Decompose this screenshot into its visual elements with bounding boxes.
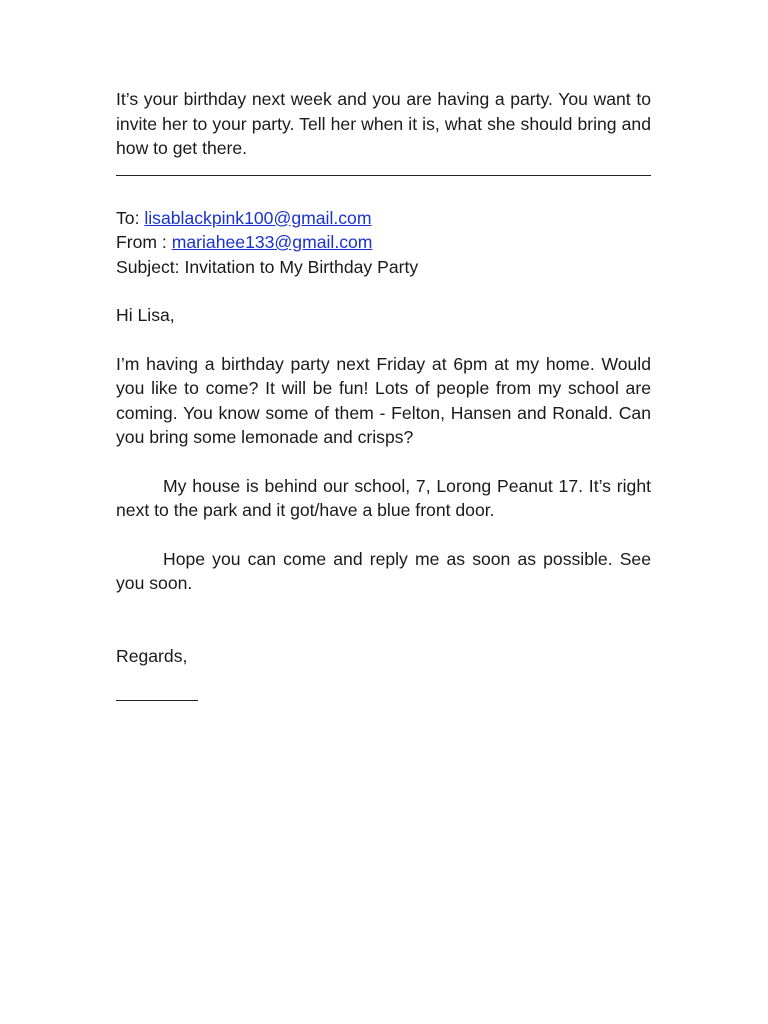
body-paragraph-1: I’m having a birthday party next Friday at 6pm at my home. Would you like to come? It will be fun! Lots of people from my school are coming. You know some of them - Felton, Hansen and Ronald. Can you bring some lemonade and crisps? [116,353,651,447]
body-paragraph-2: My house is behind our school, 7, Lorong Peanut 17. It’s right next to the park and it got/have a blue front door. [116,475,651,520]
document-page [116,87,651,701]
from-label: From : [116,232,172,252]
from-email-link[interactable]: mariahee133@gmail.com [171,232,373,252]
from-line [116,230,651,255]
email-header [116,206,651,280]
to-email-link[interactable]: lisablackpink100@gmail.com [144,207,372,228]
to-line [116,206,651,231]
body-paragraph-3: Hope you can come and reply me as soon as possible. See you soon. [116,548,651,593]
separator-line [116,175,651,176]
greeting: Hi Lisa, [116,305,175,325]
to-label: To: [116,207,145,228]
task-prompt: It’s your birthday next week and you are having a party. You want to invite her to your party. Tell her when it is, what she should bring and how to get there. [116,89,651,158]
subject-line: Subject: Invitation to My Birthday Party [116,256,419,277]
closing: Regards, [116,645,188,666]
signature-blank [116,700,198,701]
